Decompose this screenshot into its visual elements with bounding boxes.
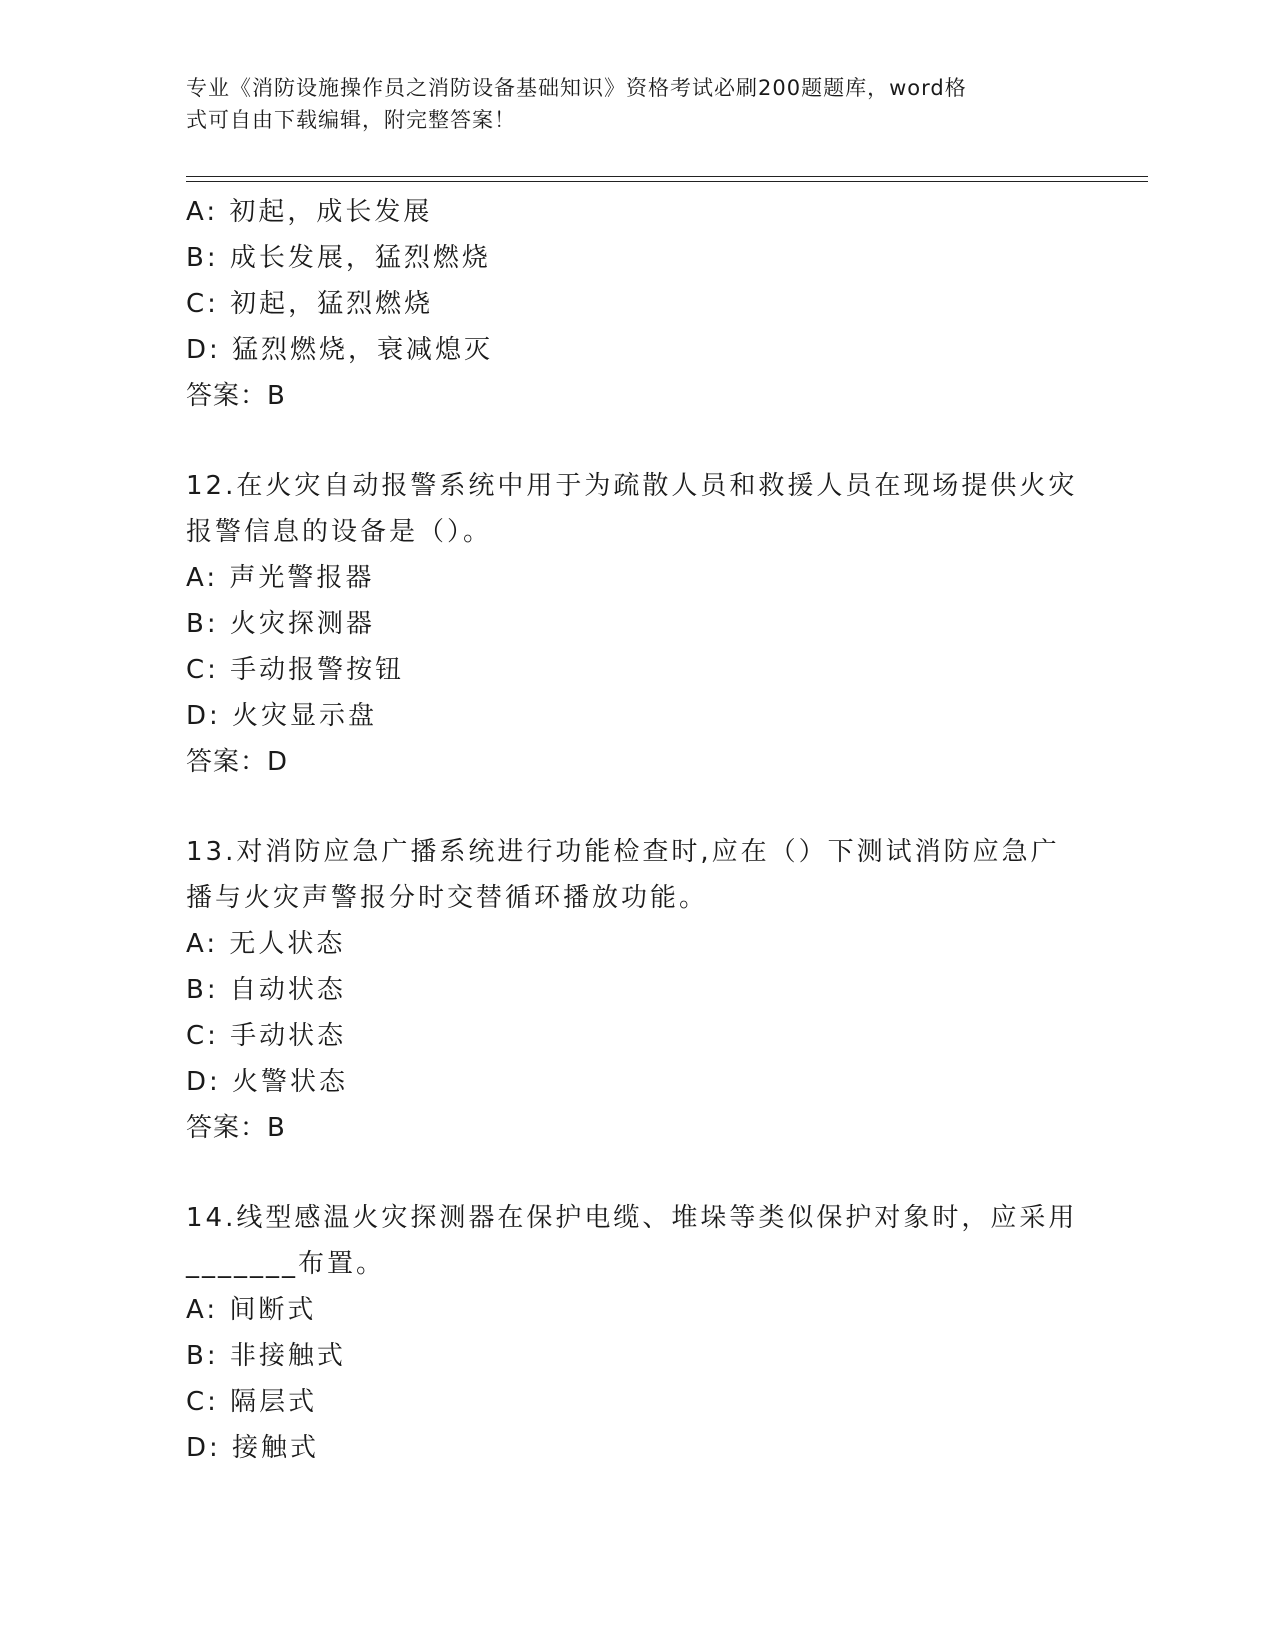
spacer xyxy=(186,419,1086,463)
option-d: D: 火警状态 xyxy=(186,1067,349,1097)
spacer xyxy=(186,1151,1086,1195)
answer: 答案：B xyxy=(186,1113,286,1143)
question-12 xyxy=(186,463,1086,785)
question-14 xyxy=(186,1195,1086,1471)
option-c: C: 手动状态 xyxy=(186,1021,347,1051)
question-11 xyxy=(186,189,1086,419)
question-stem-line-2: 报警信息的设备是（）。 xyxy=(186,517,493,547)
option-d: D: 火灾显示盘 xyxy=(186,701,378,731)
question-13 xyxy=(186,829,1086,1151)
option-c: C: 隔层式 xyxy=(186,1387,318,1417)
option-c: C: 初起，猛烈燃烧 xyxy=(186,289,434,319)
option-b: B: 非接触式 xyxy=(186,1341,346,1371)
header-line-2: 式可自由下载编辑，附完整答案！ xyxy=(186,108,516,132)
question-stem-line-1: 14.线型感温火灾探测器在保护电缆、堆垛等类似保护对象时，应采用 xyxy=(186,1203,1078,1233)
answer: 答案：D xyxy=(186,747,289,777)
option-a: A: 声光警报器 xyxy=(186,563,375,593)
question-stem-line-1: 12.在火灾自动报警系统中用于为疏散人员和救援人员在现场提供火灾 xyxy=(186,471,1078,501)
option-a: A: 初起，成长发展 xyxy=(186,197,433,227)
header-divider-bottom xyxy=(186,181,1148,182)
option-a: A: 无人状态 xyxy=(186,929,346,959)
option-d: D: 猛烈燃烧，衰减熄灭 xyxy=(186,335,494,365)
option-c: C: 手动报警按钮 xyxy=(186,655,405,685)
option-b: B: 成长发展，猛烈燃烧 xyxy=(186,243,491,273)
spacer xyxy=(186,785,1086,829)
answer: 答案：B xyxy=(186,381,286,411)
option-d: D: 接触式 xyxy=(186,1433,320,1463)
document-header xyxy=(186,72,1086,136)
option-b: B: 火灾探测器 xyxy=(186,609,375,639)
question-list xyxy=(186,189,1086,1471)
header-divider-top xyxy=(186,176,1148,177)
question-stem-line-2: _______布置。 xyxy=(186,1249,386,1279)
question-stem-line-2: 播与火灾声警报分时交替循环播放功能。 xyxy=(186,883,709,913)
question-stem-line-1: 13.对消防应急广播系统进行功能检查时,应在（）下测试消防应急广 xyxy=(186,837,1060,867)
header-line-1: 专业《消防设施操作员之消防设备基础知识》资格考试必刷200题题库，word格 xyxy=(186,76,967,100)
option-b: B: 自动状态 xyxy=(186,975,346,1005)
option-a: A: 间断式 xyxy=(186,1295,317,1325)
